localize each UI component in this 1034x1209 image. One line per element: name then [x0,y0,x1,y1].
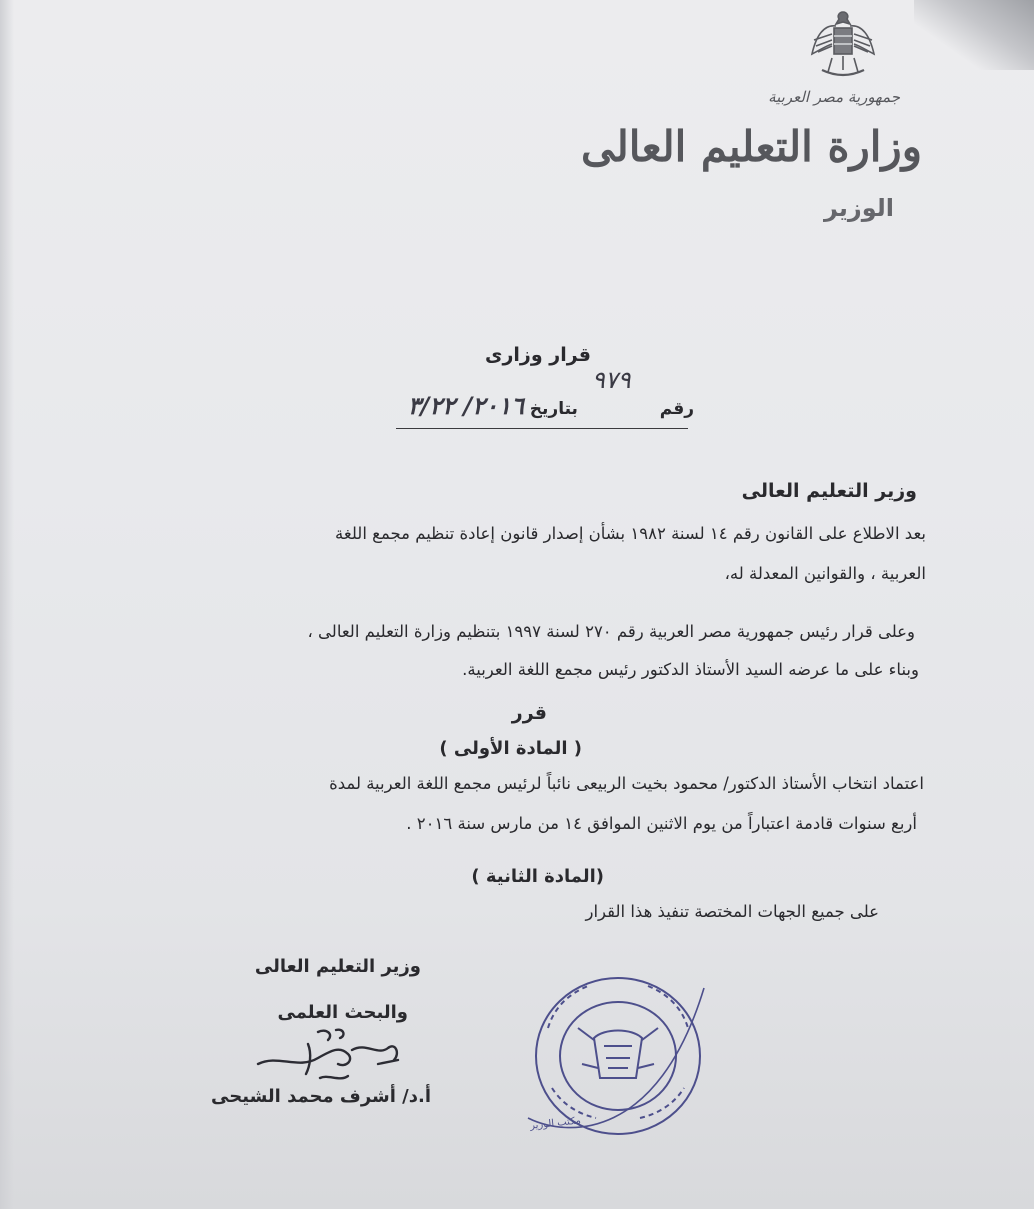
header-underline [396,428,688,429]
article-1-line-2: أربع سنوات قادمة اعتباراً من يوم الاثنين الموافق ١٤ من مارس سنة ٢٠١٦ . [406,814,917,833]
decree-number-label: رقم [659,399,694,419]
letterhead-country: جمهورية مصر العربية [768,88,900,106]
eagle-emblem-icon [808,6,878,84]
decree-title: قرار وزارى [485,344,591,366]
article-2-title: (المادة الثانية ) [471,866,604,887]
handwritten-signature [248,1024,408,1094]
preamble-paragraph-3: وبناء على ما عرضه السيد الأستاذ الدكتور رئيس مجمع اللغة العربية. [462,660,919,679]
minister-heading: وزير التعليم العالى [741,480,917,502]
article-2-text: على جميع الجهات المختصة تنفيذ هذا القرار [585,902,879,921]
decree-number-handwritten: ٩٧٩ [592,368,631,394]
article-1-title: ( المادة الأولى ) [439,738,582,759]
preamble-paragraph-1-line-2: العربية ، والقوانين المعدلة له، [724,564,926,583]
decided-heading: قرر [511,702,547,724]
letterhead-office: الوزير [823,194,894,222]
preamble-paragraph-1-line-1: بعد الاطلاع على القانون رقم ١٤ لسنة ١٩٨٢ بشأن إصدار قانون إعادة تنظيم مجمع اللغة [335,524,926,543]
preamble-paragraph-2: وعلى قرار رئيس جمهورية مصر العربية رقم ٢٧٠ لسنة ١٩٩٧ بتنظيم وزارة التعليم العالى ، [307,622,915,641]
stamp-caption: مكتب الوزير [529,1115,582,1132]
decree-number-line [408,392,694,420]
article-1-line-1: اعتماد انتخاب الأستاذ الدكتور/ محمود بخيت الربيعى نائباً لرئيس مجمع اللغة العربية لمدة [329,774,924,793]
signatory-title-line-2: والبحث العلمى [277,1002,408,1023]
signatory-title-line-1: وزير التعليم العالى [254,956,421,977]
page-edge-shadow [0,0,14,1209]
page-corner-fold [914,0,1034,70]
decree-date-label: بتاريخ [529,399,578,419]
signatory-name: أ.د/ أشرف محمد الشيحى [211,1086,431,1107]
decree-date-handwritten: ٢٠١٦/ ٣/٢٢ [407,392,524,420]
letterhead-ministry: وزارة التعليم العالى [580,122,922,171]
